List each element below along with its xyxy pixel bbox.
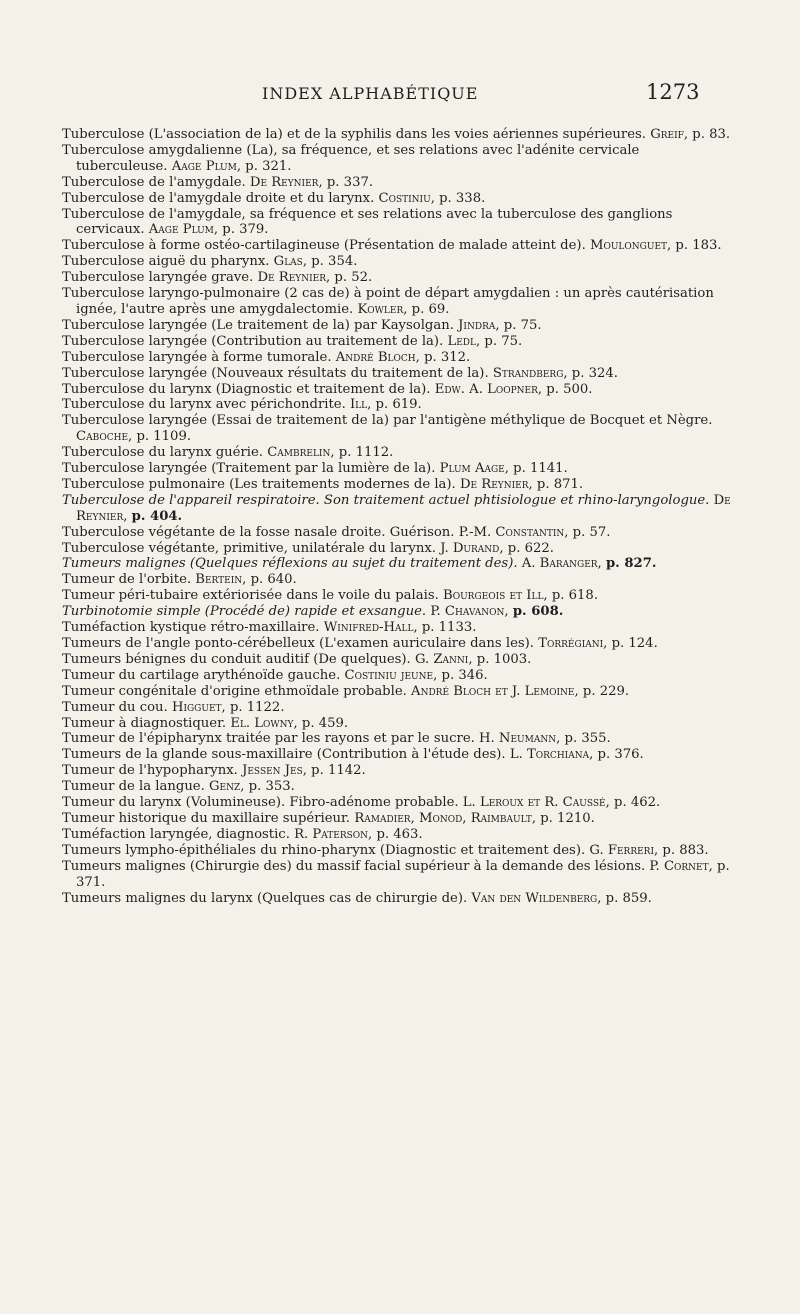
entry-author: G. Ferreri,: [589, 842, 659, 858]
entry-page: p. 463.: [376, 826, 423, 842]
entry-author: A. Baranger,: [521, 556, 602, 572]
entry-page: p. 371.: [76, 858, 730, 890]
entry-title: Tumeurs malignes (Quelques réflexions au sujet du traitement des).: [62, 556, 518, 572]
entry-author: Ledl,: [447, 333, 481, 349]
entry-title: Tumeurs lympho-épithéliales du rhino-pharynx (Diagnostic et traitement des).: [62, 842, 586, 858]
entry-page: p. 459.: [301, 715, 349, 731]
index-entry: [62, 747, 732, 763]
entry-title: Tumeurs de la glande sous-maxillaire (Contribution à l'étude des).: [62, 747, 506, 763]
entry-author: Jessen Jes,: [242, 763, 307, 779]
entry-page: p. 1141.: [513, 461, 568, 477]
index-entry: [62, 541, 732, 557]
entry-page: p. 619.: [375, 397, 422, 413]
entry-page: p. 376.: [597, 747, 644, 763]
entry-author: Edw. A. Loopner,: [434, 381, 543, 397]
index-entry: [62, 731, 732, 747]
index-entry: [62, 350, 732, 366]
entry-page: p. 52.: [334, 270, 373, 286]
entry-author: Costiniu jeune,: [344, 667, 438, 683]
entry-author: De Reynier,: [249, 174, 323, 190]
entry-author: Ill,: [349, 397, 372, 413]
entry-page: p. 75.: [484, 333, 523, 349]
index-entries: [62, 127, 732, 906]
entry-author: De Reynier,: [76, 492, 731, 524]
entry-page: p. 827.: [605, 556, 657, 572]
index-entry: [62, 795, 732, 811]
entry-author: Ramadier, Monod, Raimbault,: [354, 810, 537, 826]
page-number: 1273: [646, 80, 700, 104]
entry-title: Tumeur de la langue.: [62, 779, 205, 795]
entry-author: Aage Plum,: [171, 158, 242, 174]
entry-page: p. 1142.: [311, 763, 366, 779]
entry-author: L. Torchiana,: [509, 747, 594, 763]
entry-page: p. 321.: [245, 158, 292, 174]
entry-author: Jindra,: [458, 317, 500, 333]
entry-title: Tuberculose pulmonaire (Les traitements modernes de la).: [62, 476, 456, 492]
index-entry: [62, 397, 732, 413]
index-entry: [62, 779, 732, 795]
index-entry: [62, 334, 732, 350]
entry-title: Tuberculose laryngée (Traitement par la lumière de la).: [62, 461, 436, 477]
entry-page: p. 183.: [675, 238, 722, 254]
entry-author: Glas,: [273, 254, 308, 270]
entry-author: De Reynier,: [257, 270, 331, 286]
entry-page: p. 1122.: [229, 699, 285, 715]
entry-author: P. Chavanon,: [430, 604, 509, 620]
index-entry: [62, 270, 732, 286]
index-entry: [62, 620, 732, 636]
entry-title: Tuberculose laryngée (Contribution au traitement de la).: [62, 333, 444, 349]
index-entry: [62, 286, 732, 318]
entry-title: Turbinotomie simple (Procédé de) rapide et exsangue.: [62, 604, 427, 620]
entry-title: Tuberculose laryngée grave.: [62, 270, 254, 286]
index-entry: [62, 366, 732, 382]
entry-title: Tumeur de l'orbite.: [62, 572, 192, 588]
entry-title: Tuberculose aiguë du pharynx.: [62, 254, 270, 270]
entry-page: p. 379.: [222, 222, 269, 238]
index-entry: [62, 254, 732, 270]
entry-author: Bertein,: [195, 572, 247, 588]
index-entry: [62, 572, 732, 588]
index-entry: [62, 318, 732, 334]
entry-page: p. 337.: [326, 174, 374, 190]
entry-author: Genz,: [209, 779, 245, 795]
entry-author: El. Lowny,: [230, 715, 298, 731]
entry-author: Bourgeois et Ill,: [443, 588, 548, 604]
index-entry: [62, 127, 732, 143]
entry-page: p. 404.: [131, 508, 183, 524]
entry-title: Tuberculose végétante, primitive, unilatérale du larynx.: [62, 540, 436, 556]
entry-page: p. 83.: [692, 127, 731, 142]
entry-author: Kowler,: [357, 301, 408, 317]
index-entry: [62, 763, 732, 779]
entry-page: p. 324.: [571, 365, 618, 381]
entry-page: p. 355.: [564, 731, 611, 747]
entry-page: p. 883.: [662, 842, 709, 858]
index-entry: [62, 525, 732, 541]
entry-page: p. 622.: [507, 540, 554, 556]
entry-author: L. Leroux et R. Caussé,: [462, 795, 610, 811]
entry-page: p. 229.: [582, 683, 630, 699]
index-entry: [62, 859, 732, 891]
index-entry: [62, 413, 732, 445]
index-entry: [62, 684, 732, 700]
entry-author: Cambrelin,: [267, 445, 335, 461]
entry-author: André Bloch et J. Lemoine,: [411, 683, 579, 699]
entry-title: Tuberculose laryngée (Le traitement de la) par Kaysolgan.: [62, 317, 454, 333]
entry-title: Tuberculose laryngée (Essai de traitement de la) par l'antigène méthylique de Bocquet et Nègre.: [62, 413, 713, 429]
index-entry: [62, 461, 732, 477]
entry-title: Tuméfaction kystique rétro-maxillaire.: [62, 620, 320, 636]
entry-page: p. 75.: [503, 317, 542, 333]
entry-author: Torrégiani,: [538, 636, 608, 651]
entry-title: Tumeur historique du maxillaire supérieur.: [62, 810, 351, 826]
entry-page: p. 859.: [605, 890, 652, 906]
index-entry: [62, 191, 732, 207]
index-entry: [62, 700, 732, 716]
entry-page: p. 1210.: [540, 810, 595, 826]
entry-author: G. Zanni,: [414, 651, 473, 667]
entry-title: Tuberculose végétante de la fosse nasale droite. Guérison.: [62, 524, 455, 540]
index-entry: [62, 143, 732, 175]
entry-title: Tuberculose de l'appareil respiratoire. Son traitement actuel phtisiologue et rhino-laryngologue.: [62, 492, 710, 508]
entry-author: André Bloch,: [335, 349, 420, 365]
entry-author: R. Paterson,: [294, 826, 373, 842]
entry-title: Tuméfaction laryngée, diagnostic.: [62, 826, 290, 842]
entry-title: Tuberculose amygdalienne (La), sa fréquence, et ses relations avec l'adénite cervicale tuberculeuse.: [62, 142, 640, 174]
entry-author: De Reynier,: [459, 476, 533, 492]
entry-title: Tumeur de l'épipharynx traitée par les rayons et par le sucre.: [62, 731, 475, 747]
entry-page: p. 69.: [411, 301, 450, 317]
entry-page: p. 354.: [311, 254, 358, 270]
entry-page: p. 871.: [536, 476, 584, 492]
index-entry: [62, 604, 732, 620]
entry-page: p. 346.: [441, 667, 488, 683]
entry-title: Tuberculose de l'amygdale.: [62, 174, 246, 190]
index-entry: [62, 891, 732, 907]
entry-page: p. 124.: [611, 636, 658, 651]
entry-title: Tumeur de l'hypopharynx.: [62, 763, 238, 779]
entry-author: Moulonguet,: [589, 238, 672, 254]
index-entry: [62, 827, 732, 843]
entry-author: P. Cornet,: [649, 858, 713, 874]
entry-author: Aage Plum,: [148, 222, 219, 238]
entry-title: Tumeur congénitale d'origine ethmoïdale probable.: [62, 683, 407, 699]
entry-author: Caboche,: [76, 429, 133, 445]
entry-title: Tumeurs malignes (Chirurgie des) du massif facial supérieur à la demande des lésions.: [62, 858, 646, 874]
index-entry: [62, 652, 732, 668]
index-entry: [62, 588, 732, 604]
entry-author: Greif,: [650, 127, 689, 142]
entry-page: p. 353.: [248, 779, 295, 795]
entry-title: Tuberculose de l'amygdale, sa fréquence et ses relations avec la tuberculose des ganglions cervicaux.: [62, 206, 673, 238]
entry-title: Tuberculose (L'association de la) et de la syphilis dans les voies aériennes supérieures.: [62, 127, 646, 142]
index-entry: [62, 382, 732, 398]
entry-author: P.-M. Constantin,: [458, 524, 569, 540]
index-entry: [62, 811, 732, 827]
entry-page: p. 618.: [551, 588, 599, 604]
index-entry: [62, 556, 732, 572]
entry-title: Tuberculose à forme ostéo-cartilagineuse (Présentation de malade atteint de).: [62, 238, 586, 254]
entry-author: Plum Aage,: [439, 461, 509, 477]
entry-page: p. 1112.: [338, 445, 394, 461]
entry-page: p. 1133.: [421, 620, 477, 636]
entry-page: p. 462.: [614, 795, 661, 811]
entry-author: Strandberg,: [492, 365, 568, 381]
entry-page: p. 500.: [546, 381, 593, 397]
index-entry: [62, 207, 732, 239]
entry-title: Tumeur du cou.: [62, 699, 168, 715]
entry-title: Tuberculose de l'amygdale droite et du larynx.: [62, 190, 375, 206]
entry-title: Tuberculose du larynx (Diagnostic et traitement de la).: [62, 381, 431, 397]
entry-title: Tumeurs malignes du larynx (Quelques cas de chirurgie de).: [62, 890, 468, 906]
entry-page: p. 608.: [512, 604, 564, 620]
entry-title: Tumeur à diagnostiquer.: [62, 715, 227, 731]
entry-title: Tuberculose laryngée à forme tumorale.: [62, 349, 332, 365]
entry-author: Costiniu,: [378, 190, 435, 206]
entry-page: p. 338.: [439, 190, 486, 206]
index-entry: [62, 445, 732, 461]
entry-title: Tumeurs bénignes du conduit auditif (De quelques).: [62, 651, 411, 667]
running-title: INDEX ALPHABÉTIQUE: [262, 84, 479, 103]
entry-title: Tumeur du larynx (Volumineuse). Fibro-adénome probable.: [62, 795, 459, 811]
entry-page: p. 57.: [572, 524, 611, 540]
page-header: [0, 80, 800, 114]
entry-author: Higguet,: [171, 699, 226, 715]
index-entry: [62, 843, 732, 859]
entry-author: H. Neumann,: [479, 731, 561, 747]
index-entry: [62, 636, 732, 652]
entry-title: Tuberculose du larynx guérie.: [62, 445, 263, 461]
entry-title: Tumeur péri-tubaire extériorisée dans le voile du palais.: [62, 588, 439, 604]
entry-author: Winifred-Hall,: [323, 620, 418, 636]
index-entry: [62, 175, 732, 191]
entry-author: Van den Wildenberg,: [471, 890, 602, 906]
entry-author: J. Durand,: [440, 540, 504, 556]
entry-title: Tumeurs de l'angle ponto-cérébelleux (L'examen auriculaire dans les).: [62, 636, 534, 651]
index-entry: [62, 477, 732, 493]
index-entry: [62, 238, 732, 254]
index-entry: [62, 493, 732, 525]
index-entry: [62, 668, 732, 684]
entry-title: Tuberculose laryngo-pulmonaire (2 cas de) à point de départ amygdalien : un après cautérisation ignée, l'autre après une amygdalectomie.: [62, 286, 714, 317]
entry-title: Tumeur du cartilage arythénoïde gauche.: [62, 667, 341, 683]
entry-title: Tuberculose du larynx avec périchondrite.: [62, 397, 346, 413]
entry-page: p. 640.: [250, 572, 297, 588]
entry-page: p. 1003.: [476, 651, 532, 667]
entry-page: p. 312.: [424, 349, 471, 365]
entry-page: p. 1109.: [136, 429, 192, 445]
index-entry: [62, 716, 732, 732]
entry-title: Tuberculose laryngée (Nouveaux résultats du traitement de la).: [62, 365, 489, 381]
